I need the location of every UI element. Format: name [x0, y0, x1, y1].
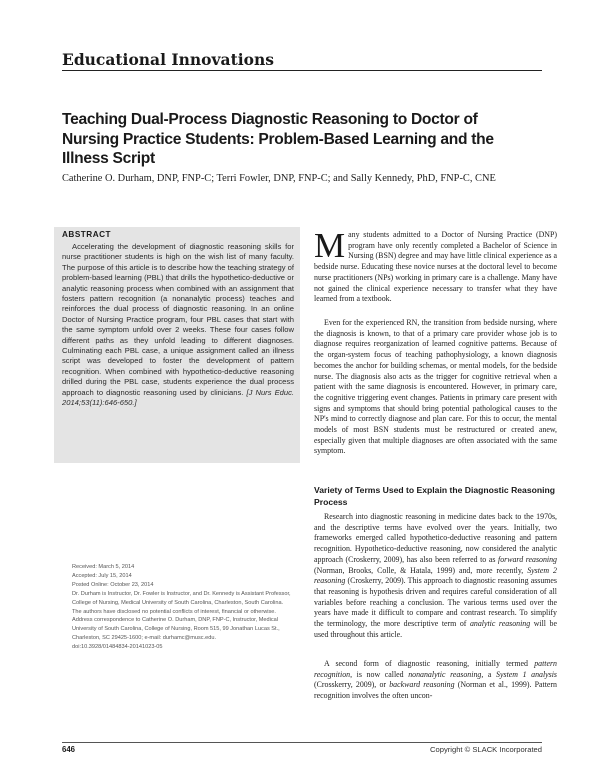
- text-run: (Norman et al., 1999). Pattern recognition involves the often uncon-: [314, 680, 557, 701]
- abstract-text: [62, 242, 294, 409]
- article-title: Teaching Dual-Process Diagnostic Reasoning to Doctor of Nursing Practice Students: Problem-Based Learning and the Illness Script: [62, 111, 494, 167]
- disclosure: The authors have disclosed no potential conflicts of interest, financial or otherwise.: [72, 608, 276, 615]
- text-run: , is now called: [350, 669, 409, 679]
- page-number: 646: [62, 745, 76, 754]
- paragraph-text: Even for the experienced RN, the transition from bedside nursing, where the diagnosis is known, to that of a primary care provider whose job is to diagnose requires reorganization of learned cognitive patterns. Because of the organ-system focus of teaching pathophysiology, a known diagnosis becomes the anchor for building schemas, or mental models, for the bedside nurse. The diagnosis also acts as the trigger for cognitive retrieval when a patient with the same diagnosis is encountered. However, in primary care, the cognitive triggering event changes. Patients in primary care present with signs and symptoms that should bring potential pathological causes to the NP's mind to correctly diagnose and plan care. For this to occur, the mental models of most BSN students must be restructured or created anew, especially given that multiple diagnoses are often associated with the same symptom.: [314, 318, 557, 456]
- accepted-date: Accepted: July 15, 2014: [72, 572, 132, 579]
- body-paragraph-2: [314, 318, 557, 457]
- italic-term: System 2 reasoning: [314, 565, 557, 586]
- abstract-citation: [J Nurs Educ. 2014;53(11):646-650.]: [62, 387, 294, 408]
- copyright: Copyright © SLACK Incorporated: [430, 745, 542, 754]
- abstract-body: Accelerating the development of diagnostic reasoning skills for nurse practitioner students is high on the wish list of many faculty. The purpose of this article is to describe how the teaching strategy of problem-based learning (PBL) that drills the hypothetico-deductive or analytic reasoning process when combined with an assignment that fosters pattern recognition (a nonanalytic process) teaches and reinforces the dual process of diagnostic reasoning. In an online Doctor of Nursing Practice program, four PBL cases that start with the same symptom unfold over 2 weeks. These four cases follow different paths as they unfold leading to different diagnoses. Culminating each PBL case, a unique assignment called an illness script was developed to foster the development of pattern recognition. When combined with hypothetico-deductive reasoning drilled during the PBL case, students experience the dual process approach to diagnostic reasoning used by clinicians.: [62, 242, 294, 397]
- text-run: , a: [481, 669, 497, 679]
- text-run: (Croskerry, 2009). This approach to diagnostic reasoning assumes that reasoning is hypothesis driven and requires careful consideration of all variables before reaching a conclusion. The various terms used over the years have made it difficult to compare and contrast research. To simplify the terminology, the more descriptive term of: [314, 576, 557, 629]
- body-paragraph-4: [314, 659, 557, 702]
- italic-term: analytic reasoning: [469, 619, 531, 629]
- subheading: Variety of Terms Used to Explain the Diagnostic Reasoning Process: [314, 485, 555, 507]
- text-run: (Crosskerry, 2009), or: [314, 680, 390, 690]
- section-heading: Educational Innovations: [62, 50, 274, 69]
- text-run: will be used throughout this article.: [314, 619, 557, 639]
- body-paragraph-1: [314, 226, 557, 305]
- abstract-heading: ABSTRACT: [62, 230, 112, 239]
- affiliations: Dr. Durham is Instructor, Dr. Fowler is Instructor, and Dr. Kennedy is Assistant Professor, College of Nursing, Medical University of South Carolina, Charleston, South Carolina.: [72, 590, 291, 606]
- italic-term: pattern recognition: [314, 659, 557, 679]
- body-paragraph-3: [314, 512, 557, 640]
- received-date: Received: March 5, 2014: [72, 564, 135, 570]
- drop-cap: M: [314, 226, 346, 265]
- italic-term: System 1 analysis: [496, 669, 557, 679]
- doi: doi:10.3928/01484834-20141023-05: [72, 644, 163, 651]
- text-run: A second form of diagnostic reasoning, initially termed: [324, 659, 535, 668]
- text-run: Research into diagnostic reasoning in medicine dates back to the 1970s, and the descriptive terms have evolved over the years. Initially, two frameworks emerged called hypothetico-deductive reasoning and pattern recognition. Hypothetico-deductive reasoning, now considered the analytic approach (Croskerry, 2009), has also been referred to as: [314, 512, 557, 564]
- posted-date: Posted Online: October 23, 2014: [72, 581, 154, 588]
- header-rule: [62, 70, 542, 71]
- paragraph-text: any students admitted to a Doctor of Nursing Practice (DNP) program have only recently completed a Bachelor of Science in Nursing (BSN) degree and may have little clinical experience as a bedside nurse. Educating these novice nurses at the doctoral level to become nurse practitioners (NPs) working in primary care is a challenge. Many have not gained the clinical experience necessary to transfer what they have learned from a textbook.: [314, 230, 557, 304]
- italic-term: nonanalytic reasoning: [408, 669, 482, 679]
- text-run: (Norman, Brooks, Colle, & Hatala, 1999) and, more recently,: [314, 565, 528, 575]
- correspondence: Address correspondence to Catherine O. Durham, DNP, FNP-C, Instructor, Medical University of South Carolina, College of Nursing, Room 515, 99 Jonathan Lucas St., Charleston, SC 29425-1600; e-mail: durhamc@musc.edu.: [72, 617, 280, 642]
- article-metadata: [62, 563, 300, 652]
- italic-term: backward reasoning: [389, 680, 455, 690]
- author-list: Catherine O. Durham, DNP, FNP-C; Terri Fowler, DNP, FNP-C; and Sally Kennedy, PhD, FNP-C, CNE: [62, 173, 496, 184]
- footer-rule: [62, 742, 542, 743]
- italic-term: forward reasoning: [498, 554, 557, 564]
